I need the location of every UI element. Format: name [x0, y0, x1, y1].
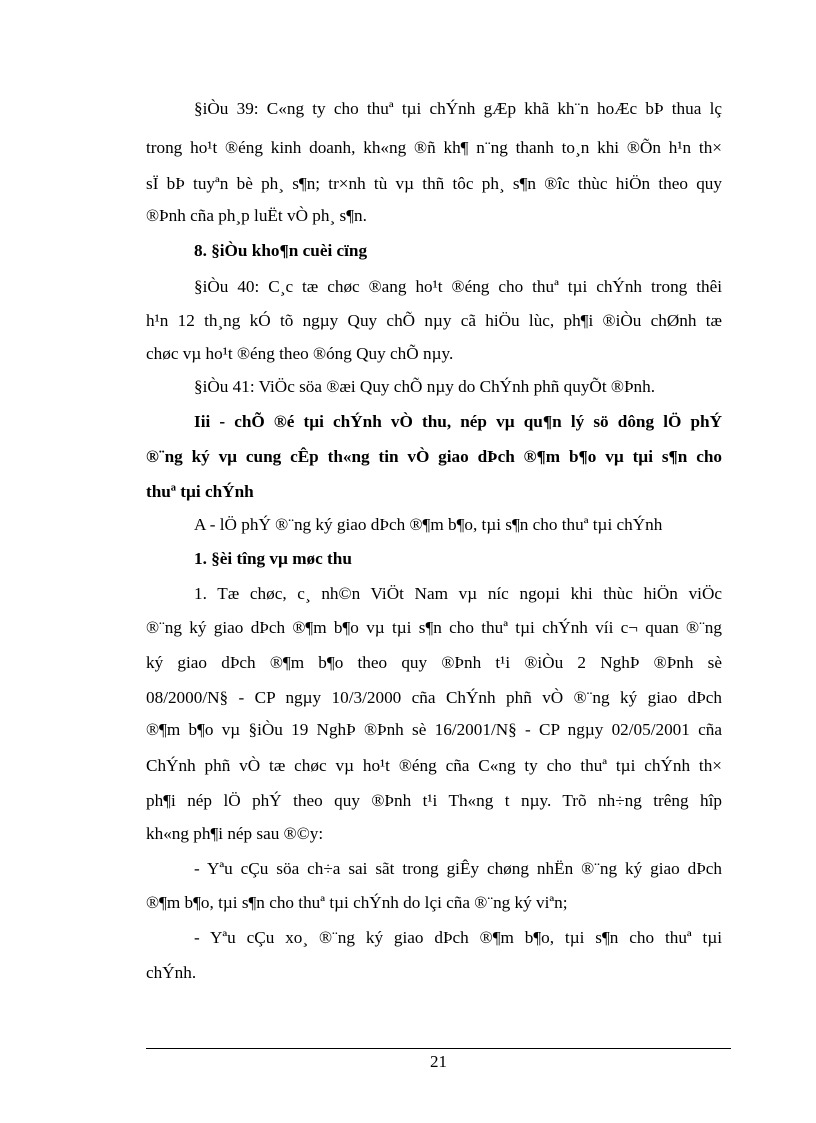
text-line: - Yªu cÇu söa ch÷a sai sãt trong giÊy chøng nhËn ®¨ng ký giao dÞch: [194, 859, 722, 878]
text-line: ®¶m b¶o, tµi s¶n cho thuª tµi chÝnh do lçi cña ®¨ng ký viªn;: [146, 893, 568, 912]
page-number: 21: [430, 1052, 447, 1071]
text-line: ph¶i nép lÖ phÝ theo quy ®Þnh t¹i Th«ng t nµy. Trõ nh÷ng trêng hîp: [146, 791, 722, 810]
text-line: §iÒu 40: C¸c tæ chøc ®ang ho¹t ®éng cho thuª tµi chÝnh trong thêi: [194, 277, 722, 296]
text-line: §iÒu 39: C«ng ty cho thuª tµi chÝnh gÆp khã kh¨n hoÆc bÞ thua lç: [194, 99, 722, 118]
text-line: ®¶m b¶o vµ §iÒu 19 NghÞ ®Þnh sè 16/2001/N§ - CP ngµy 02/05/2001 cña: [146, 720, 722, 739]
text-line: - Yªu cÇu xo¸ ®¨ng ký giao dÞch ®¶m b¶o, tµi s¶n cho thuª tµi: [194, 928, 722, 947]
text-line: ®Þnh cña ph¸p luËt vÒ ph¸ s¶n.: [146, 206, 367, 225]
text-line: trong ho¹t ®éng kinh doanh, kh«ng ®ñ kh¶ n¨ng thanh to¸n khi ®Õn h¹n th×: [146, 138, 722, 157]
text-line: ký giao dÞch ®¶m b¶o theo quy ®Þnh t¹i ®iÒu 2 NghÞ ®Þnh sè: [146, 653, 722, 672]
text-line: chøc vµ ho¹t ®éng theo ®óng Quy chÕ nµy.: [146, 344, 454, 363]
text-line: h¹n 12 th¸ng kÓ tõ ngµy Quy chÕ nµy cã hiÖu lùc, ph¶i ®iÒu chØnh tæ: [146, 311, 722, 330]
text-line: ®¨ng ký giao dÞch ®¶m b¶o vµ tµi s¶n cho thuª tµi chÝnh víi c¬ quan ®¨ng: [146, 618, 722, 637]
text-line: ChÝnh phñ vÒ tæ chøc vµ ho¹t ®éng cña C«ng ty cho thuª tµi chÝnh th×: [146, 756, 722, 775]
section-heading: ®¨ng ký vµ cung cÊp th«ng tin vÒ giao dÞch ®¶m b¶o vµ tµi s¶n cho: [146, 447, 722, 466]
text-line: kh«ng ph¶i nép sau ®©y:: [146, 824, 324, 843]
section-heading: thuª tµi chÝnh: [146, 482, 254, 501]
section-heading: Iii - chÕ ®é tµi chÝnh vÒ thu, nép vµ qu¶n lý sö dông lÖ phÝ: [194, 412, 722, 431]
subsection-title: A - lÖ phÝ ®¨ng ký giao dÞch ®¶m b¶o, tµi s¶n cho thuª tµi chÝnh: [194, 515, 663, 534]
text-line: chÝnh.: [146, 963, 197, 982]
section-heading: 1. §èi tîng vµ møc thu: [194, 549, 352, 568]
text-line: sÏ bÞ tuyªn bè ph¸ s¶n; tr×nh tù vµ thñ tôc ph¸ s¶n ®îc thùc hiÖn theo quy: [146, 174, 722, 193]
text-line: §iÒu 41: ViÖc söa ®æi Quy chÕ nµy do ChÝnh phñ quyÕt ®Þnh.: [194, 377, 656, 396]
text-line: 1. Tæ chøc, c¸ nh©n ViÖt Nam vµ níc ngoµi khi thùc hiÖn viÖc: [194, 584, 722, 603]
text-line: 08/2000/N§ - CP ngµy 10/3/2000 cña ChÝnh phñ vÒ ®¨ng ký giao dÞch: [146, 688, 722, 707]
footer-divider: [146, 1048, 731, 1049]
section-heading: 8. §iÒu kho¶n cuèi cïng: [194, 241, 368, 260]
